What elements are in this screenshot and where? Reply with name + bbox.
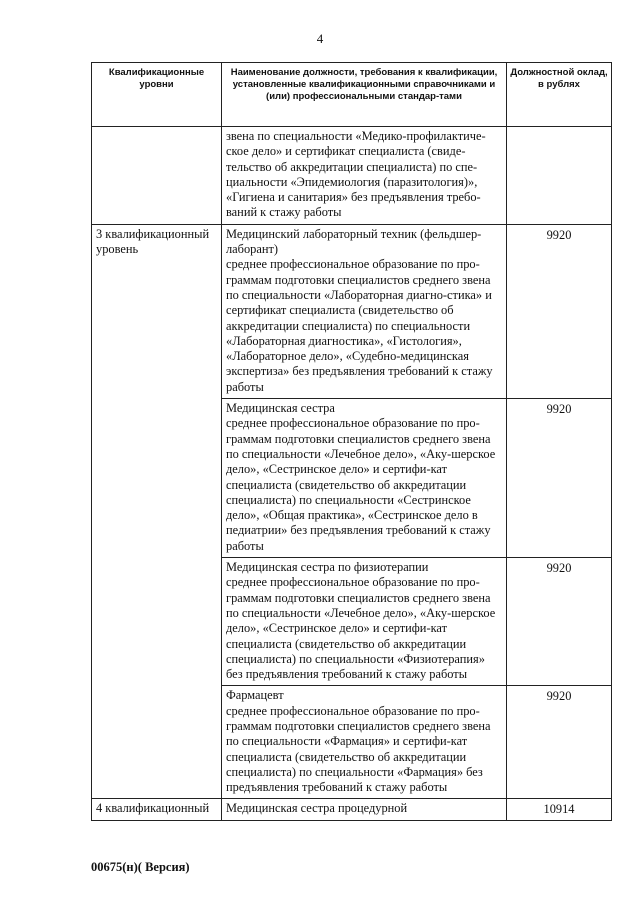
table-row	[92, 224, 612, 398]
header-salary: Должностной оклад, в рублях	[507, 63, 612, 127]
qualification-table	[91, 62, 612, 821]
position-title: Фармацевт	[226, 688, 284, 703]
position-title: Медицинский лабораторный техник (фельдшер-лаборант)	[226, 226, 482, 257]
position-title: Медицинская сестра процедурной	[222, 799, 507, 820]
position-cell	[222, 686, 507, 799]
table-row	[92, 127, 612, 225]
salary-value: 10914	[507, 799, 612, 820]
salary-value: 9920	[507, 558, 612, 686]
continuation-text: звена по специальности «Медико-профилактиче-ское дело» и сертификат специалиста (свиде-тельство об аккредитации специалиста) по спе-циальности «Эпидемиология (паразитология)», «Гигиена и санитария» без предъявления требо-ваний к стажу работы	[222, 127, 507, 225]
position-requirements: среднее профессиональное образование по про-граммам подготовки специалистов среднего звена по специальности «Лечебное дело», «Аку-шерское дело», «Сестринское дело» и сертифи-кат специалиста (свидетельство об аккредитации специалиста) по специальности «Физиотерапия» без предъявления требований к стажу работы	[226, 575, 496, 682]
level-cell-empty	[92, 127, 222, 225]
position-title: Медицинская сестра	[226, 401, 335, 416]
header-position: Наименование должности, требования к квалификации, установленные квалификационными справочниками и (или) профессиональными стандар-тами	[222, 63, 507, 127]
position-cell	[222, 558, 507, 686]
position-cell	[222, 399, 507, 558]
position-title: Медицинская сестра по физиотерапии	[226, 560, 429, 575]
level-4-label: 4 квалификационный	[92, 799, 222, 820]
salary-value: 9920	[507, 686, 612, 799]
position-requirements: среднее профессиональное образование по про-граммам подготовки специалистов среднего звена по специальности «Лабораторная диагно-стика» и сертификат специалиста (свидетельство об аккредитации специалиста) по специальности «Лабораторная диагностика», «Гистология», «Лабораторное дело», «Судебно-медицинская экспертиза» без предъявления требований к стажу работы	[226, 257, 493, 394]
position-requirements: среднее профессиональное образование по про-граммам подготовки специалистов среднего звена по специальности «Лечебное дело», «Аку-шерское дело», «Сестринское дело» и сертифи-кат специалиста (свидетельство об аккредитации специалиста) по специальности «Сестринское дело», «Общая практика», «Сестринское дело в педиатрии» без предъявления требований к стажу работы	[226, 416, 496, 553]
document-code: 00675(н)( Версия)	[91, 860, 190, 874]
position-cell	[222, 224, 507, 398]
level-3-label: 3 квалификационный уровень	[92, 224, 222, 799]
salary-value: 9920	[507, 224, 612, 398]
table-row	[92, 799, 612, 820]
header-level: Квалификационные уровни	[92, 63, 222, 127]
table-header-row	[92, 63, 612, 127]
salary-value: 9920	[507, 399, 612, 558]
salary-cell-empty	[507, 127, 612, 225]
position-requirements: среднее профессиональное образование по про-граммам подготовки специалистов среднего звена по специальности «Фармация» и сертифи-кат специалиста (свидетельство об аккредитации специалиста) по специальности «Фармация» без предъявления требований к стажу работы	[226, 703, 491, 795]
page-number: 4	[316, 31, 324, 46]
